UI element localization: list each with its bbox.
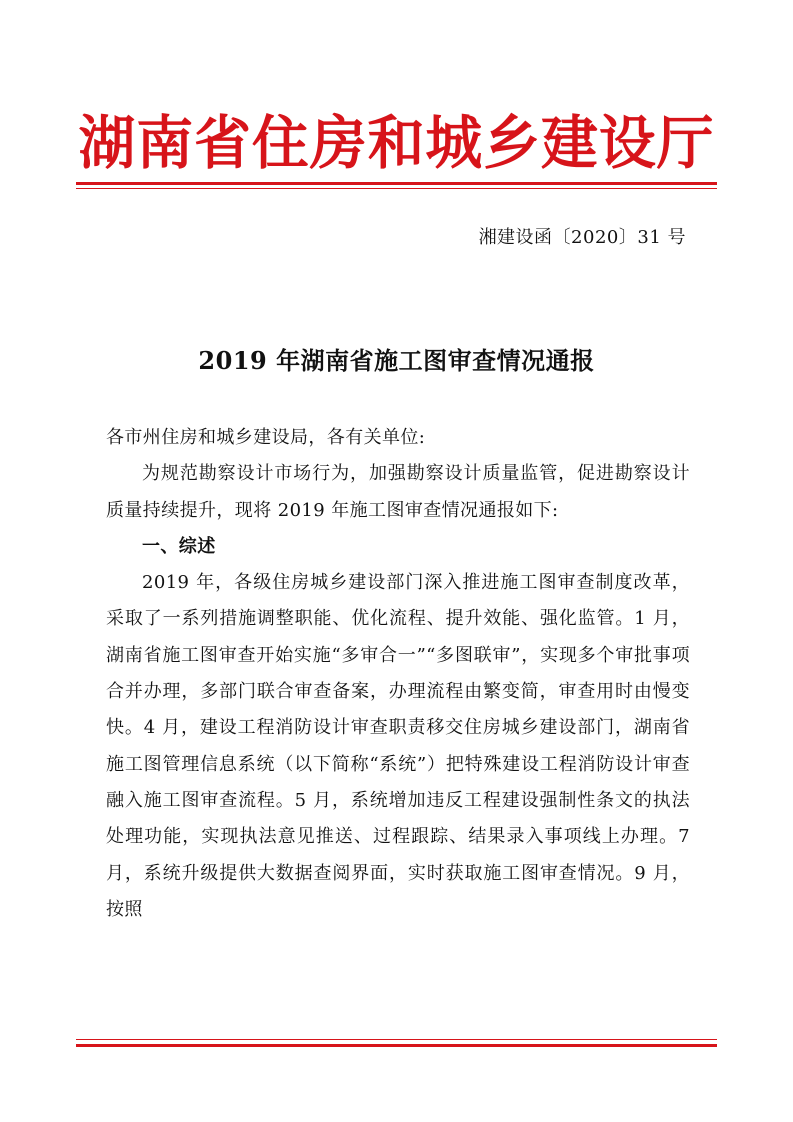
masthead-rule-thick [76, 182, 717, 185]
document-body [106, 420, 690, 928]
section-paragraph: 2019 年，各级住房城乡建设部门深入推进施工图审查制度改革，采取了一系列措施调整职能、优化流程、提升效能、强化监管。1 月，湖南省施工图审查开始实施“多审合一”“多图联审”，实现多个审批事项合并办理，多部门联合审查备案，办理流程由繁变简，审查用时由慢变快。4 月，建设工程消防设计审查职责移交住房城乡建设部门，湖南省施工图管理信息系统（以下简称“系统”）把特殊建设工程消防设计审查融入施工图审查流程。5 月，系统增加违反工程建设强制性条文的执法处理功能，实现执法意见推送、过程跟踪、结果录入事项线上办理。7 月，系统升级提供大数据查阅界面，实时获取施工图审查情况。9 月，按照 [106, 572, 690, 920]
section-heading: 一、综述 [142, 535, 216, 557]
document-title: 2019 年湖南省施工图审查情况通报 [198, 346, 595, 375]
intro-paragraph: 为规范勘察设计市场行为，加强勘察设计质量监管，促进勘察设计质量持续提升，现将 2019 年施工图审查情况通报如下: [106, 463, 690, 521]
footer-rule-thick [76, 1044, 717, 1047]
salutation: 各市州住房和城乡建设局，各有关单位: [106, 427, 426, 448]
masthead-org-name: 湖南省住房和城乡建设厅 [78, 109, 715, 177]
document-number: 湘建设函〔2020〕31 号 [478, 227, 686, 248]
footer-rule-thin [76, 1039, 717, 1040]
masthead-rule-thin [76, 188, 717, 189]
